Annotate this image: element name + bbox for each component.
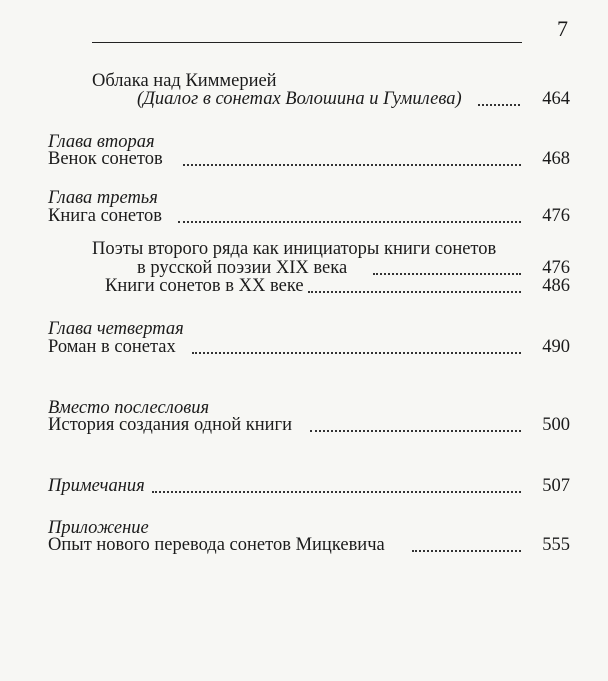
toc-entry-line bbox=[0, 206, 608, 230]
dot-leader bbox=[412, 550, 521, 552]
toc-entry-title: Роман в сонетах bbox=[48, 337, 176, 357]
toc-entry-line bbox=[0, 415, 608, 439]
toc-entry-title: Венок сонетов bbox=[48, 149, 163, 169]
toc-page-ref: 464 bbox=[542, 89, 570, 109]
toc-entry-subtitle: (Диалог в сонетах Волошина и Гумилева) bbox=[137, 89, 462, 109]
toc-entry-line bbox=[0, 476, 608, 500]
dot-leader bbox=[178, 221, 521, 223]
toc-entry-line bbox=[0, 276, 608, 300]
toc-entry-line bbox=[0, 89, 608, 113]
dot-leader bbox=[310, 430, 521, 432]
toc-entry-title: Облака над Киммерией bbox=[92, 71, 277, 91]
toc-entry-line bbox=[0, 149, 608, 173]
dot-leader bbox=[183, 164, 521, 166]
toc-entry-title: Опыт нового перевода сонетов Мицкевича bbox=[48, 535, 385, 555]
page-number: 7 bbox=[557, 16, 568, 41]
dot-leader bbox=[152, 491, 521, 493]
toc-page-ref: 476 bbox=[542, 258, 570, 278]
chapter-label: Глава вторая bbox=[48, 132, 155, 152]
toc-entry-line bbox=[0, 337, 608, 361]
dot-leader bbox=[478, 104, 520, 106]
toc-subentry-title: Поэты второго ряда как инициаторы книги сонетов bbox=[92, 239, 497, 259]
header-rule bbox=[92, 42, 522, 43]
toc-page-ref: 555 bbox=[542, 535, 570, 555]
toc-page-ref: 486 bbox=[542, 276, 570, 296]
toc-entry-title: История создания одной книги bbox=[48, 415, 293, 435]
chapter-label: Глава третья bbox=[48, 188, 158, 208]
toc-entry-line bbox=[0, 535, 608, 559]
dot-leader bbox=[192, 352, 521, 354]
chapter-label: Глава четвертая bbox=[48, 319, 184, 339]
toc-page-ref: 500 bbox=[542, 415, 570, 435]
toc-page-ref: 476 bbox=[542, 206, 570, 226]
dot-leader bbox=[373, 273, 521, 275]
toc-page-ref: 490 bbox=[542, 337, 570, 357]
toc-subentry-continuation: в русской поэзии XIX века bbox=[137, 258, 348, 278]
toc-page-ref: 468 bbox=[542, 149, 570, 169]
dot-leader bbox=[308, 291, 521, 293]
toc-entry-title: Примечания bbox=[48, 476, 145, 496]
toc-subentry-title: Книги сонетов в XX веке bbox=[105, 276, 304, 296]
toc-page-ref: 507 bbox=[542, 476, 570, 496]
toc-entry-title: Книга сонетов bbox=[48, 206, 162, 226]
chapter-label: Вместо послесловия bbox=[48, 398, 210, 418]
chapter-label: Приложение bbox=[48, 518, 149, 538]
